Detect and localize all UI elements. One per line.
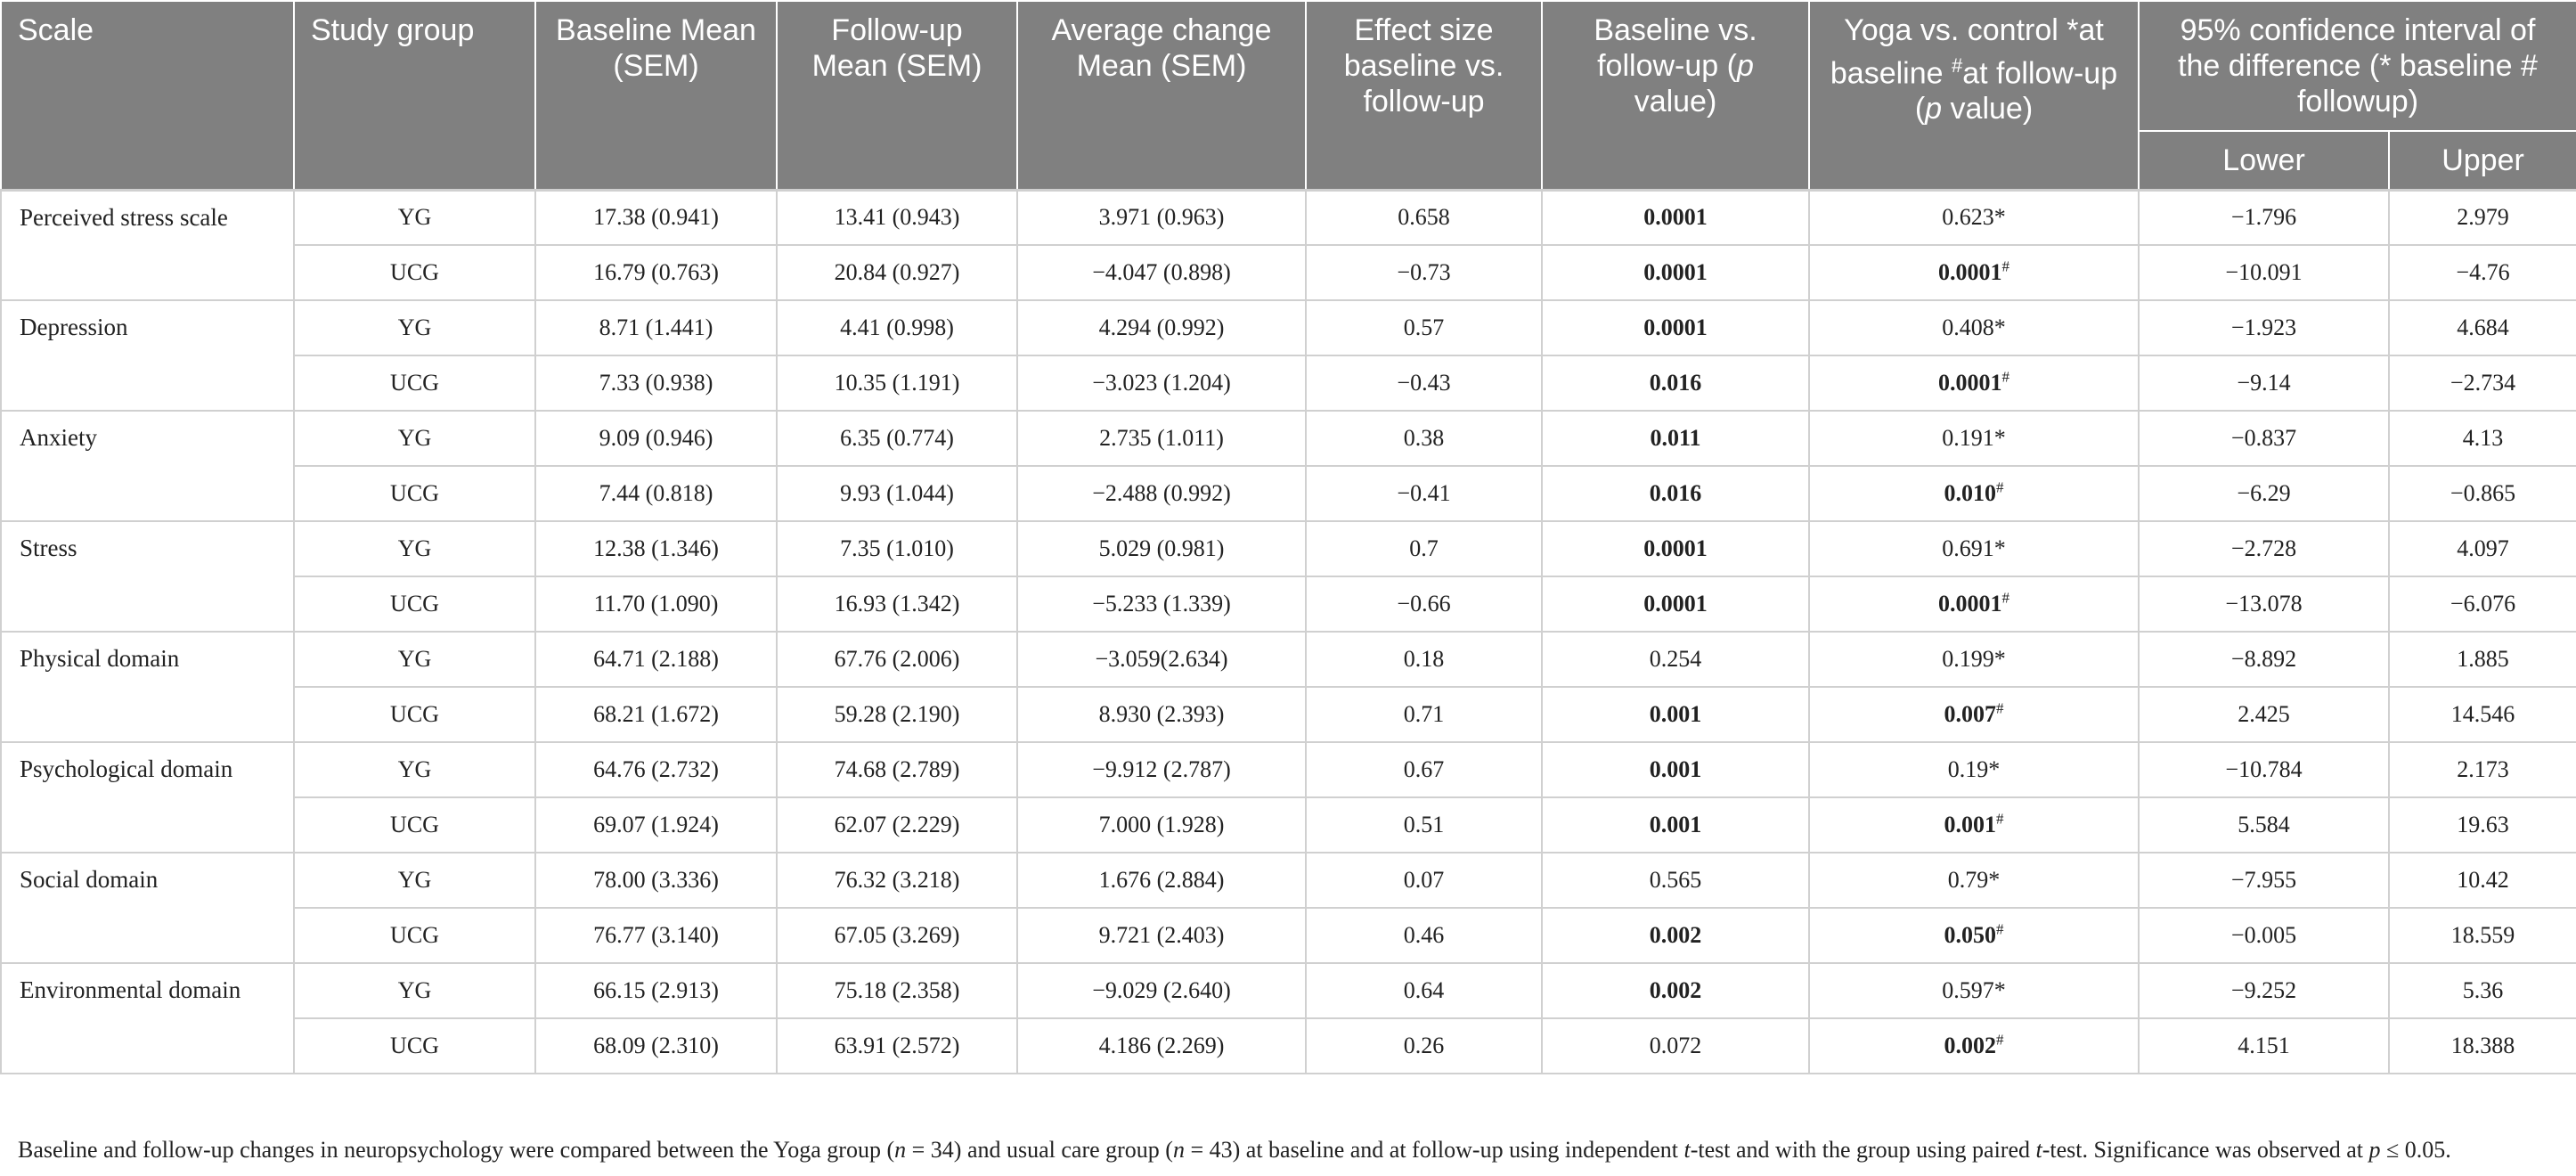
header-ci-lower: Lower xyxy=(2139,131,2389,190)
p-baseline-followup-cell: 0.0001 xyxy=(1542,300,1809,355)
p-baseline-followup-cell: 0.0001 xyxy=(1542,576,1809,632)
header-yvc-text-a: Yoga vs. control *at baseline xyxy=(1830,13,2104,91)
average-change-cell: 3.971 (0.963) xyxy=(1017,190,1306,245)
footnote-p: p xyxy=(2368,1137,2381,1163)
followup-cell: 67.05 (3.269) xyxy=(777,908,1017,963)
p-value-text: 0.010 xyxy=(1944,480,1996,506)
followup-hash-marker: # xyxy=(1996,478,2004,496)
ci-lower-cell: −2.728 xyxy=(2139,521,2389,576)
table-row xyxy=(1,797,2576,853)
followup-cell: 74.68 (2.789) xyxy=(777,742,1017,797)
p-baseline-followup-cell: 0.0001 xyxy=(1542,245,1809,300)
study-group-cell: YG xyxy=(294,963,535,1018)
p-yoga-control-cell xyxy=(1809,687,2139,742)
table-row xyxy=(1,1018,2576,1074)
scale-name-cell: Environmental domain xyxy=(1,963,294,1074)
ci-upper-cell: 5.36 xyxy=(2389,963,2576,1018)
footnote-n1: n xyxy=(894,1137,907,1163)
baseline-cell: 17.38 (0.941) xyxy=(535,190,777,245)
effect-size-cell: −0.66 xyxy=(1306,576,1542,632)
table-row xyxy=(1,908,2576,963)
followup-hash-marker: # xyxy=(1996,699,2004,717)
ci-lower-cell: −9.252 xyxy=(2139,963,2389,1018)
effect-size-cell: 0.51 xyxy=(1306,797,1542,853)
study-group-cell: YG xyxy=(294,190,535,245)
effect-size-cell: 0.7 xyxy=(1306,521,1542,576)
table-row xyxy=(1,963,2576,1018)
ci-lower-cell: −10.091 xyxy=(2139,245,2389,300)
ci-lower-cell: −13.078 xyxy=(2139,576,2389,632)
followup-cell: 67.76 (2.006) xyxy=(777,632,1017,687)
effect-size-cell: 0.67 xyxy=(1306,742,1542,797)
study-group-cell: YG xyxy=(294,742,535,797)
baseline-cell: 9.09 (0.946) xyxy=(535,411,777,466)
header-bvf-text-b: value) xyxy=(1634,85,1717,118)
ci-lower-cell: −0.005 xyxy=(2139,908,2389,963)
table-footnote xyxy=(18,1137,2451,1164)
p-value-text: 0.79* xyxy=(1947,867,2001,893)
average-change-cell: −2.488 (0.992) xyxy=(1017,466,1306,521)
p-value-text: 0.050 xyxy=(1944,922,1996,948)
ci-lower-cell: −1.923 xyxy=(2139,300,2389,355)
p-value-text: 0.001 xyxy=(1944,812,1996,837)
p-value-text: 0.0001 xyxy=(1938,370,2002,396)
baseline-cell: 68.21 (1.672) xyxy=(535,687,777,742)
scale-name-cell: Physical domain xyxy=(1,632,294,742)
p-baseline-followup-cell: 0.001 xyxy=(1542,742,1809,797)
p-yoga-control-cell xyxy=(1809,411,2139,466)
scale-name-cell: Depression xyxy=(1,300,294,411)
p-baseline-followup-cell: 0.001 xyxy=(1542,687,1809,742)
effect-size-cell: 0.18 xyxy=(1306,632,1542,687)
average-change-cell: 4.294 (0.992) xyxy=(1017,300,1306,355)
study-group-cell: YG xyxy=(294,632,535,687)
table-row xyxy=(1,300,2576,355)
ci-upper-cell: 4.13 xyxy=(2389,411,2576,466)
average-change-cell: 7.000 (1.928) xyxy=(1017,797,1306,853)
p-baseline-followup-cell: 0.002 xyxy=(1542,908,1809,963)
scale-name-cell: Social domain xyxy=(1,853,294,963)
followup-hash-marker: # xyxy=(1996,1031,2004,1049)
footnote-text-3: = 43) at baseline and at follow-up using independent xyxy=(1184,1137,1684,1163)
ci-lower-cell: 2.425 xyxy=(2139,687,2389,742)
p-baseline-followup-cell: 0.002 xyxy=(1542,963,1809,1018)
table-row xyxy=(1,190,2576,245)
effect-size-cell: −0.43 xyxy=(1306,355,1542,411)
ci-lower-cell: 5.584 xyxy=(2139,797,2389,853)
average-change-cell: 9.721 (2.403) xyxy=(1017,908,1306,963)
study-group-cell: UCG xyxy=(294,1018,535,1074)
baseline-cell: 69.07 (1.924) xyxy=(535,797,777,853)
header-bvf-p: p xyxy=(1736,49,1754,83)
p-yoga-control-cell xyxy=(1809,576,2139,632)
followup-cell: 6.35 (0.774) xyxy=(777,411,1017,466)
header-yvc-text-b: at follow-up ( xyxy=(1914,56,2118,127)
table-row xyxy=(1,632,2576,687)
ci-upper-cell: 10.42 xyxy=(2389,853,2576,908)
study-group-cell: YG xyxy=(294,300,535,355)
p-baseline-followup-cell: 0.0001 xyxy=(1542,190,1809,245)
followup-hash-marker: # xyxy=(1996,810,2004,828)
followup-cell: 16.93 (1.342) xyxy=(777,576,1017,632)
followup-cell: 20.84 (0.927) xyxy=(777,245,1017,300)
effect-size-cell: −0.41 xyxy=(1306,466,1542,521)
p-yoga-control-cell xyxy=(1809,908,2139,963)
baseline-cell: 64.76 (2.732) xyxy=(535,742,777,797)
table-row xyxy=(1,687,2576,742)
ci-upper-cell: 18.559 xyxy=(2389,908,2576,963)
scale-name-cell: Perceived stress scale xyxy=(1,190,294,300)
p-baseline-followup-cell: 0.0001 xyxy=(1542,521,1809,576)
p-baseline-followup-cell: 0.072 xyxy=(1542,1018,1809,1074)
average-change-cell: 1.676 (2.884) xyxy=(1017,853,1306,908)
study-group-cell: YG xyxy=(294,411,535,466)
average-change-cell: 4.186 (2.269) xyxy=(1017,1018,1306,1074)
average-change-cell: −9.912 (2.787) xyxy=(1017,742,1306,797)
ci-lower-cell: −10.784 xyxy=(2139,742,2389,797)
p-yoga-control-cell xyxy=(1809,300,2139,355)
footnote-t2: t xyxy=(2035,1137,2042,1163)
table-row xyxy=(1,466,2576,521)
p-value-text: 0.0001 xyxy=(1938,259,2002,285)
p-baseline-followup-cell: 0.254 xyxy=(1542,632,1809,687)
p-baseline-followup-cell: 0.016 xyxy=(1542,466,1809,521)
ci-upper-cell: 4.684 xyxy=(2389,300,2576,355)
scale-name-cell: Stress xyxy=(1,521,294,632)
table-row xyxy=(1,576,2576,632)
table-row xyxy=(1,245,2576,300)
header-yvc-hash: # xyxy=(1951,54,1963,77)
ci-lower-cell: −7.955 xyxy=(2139,853,2389,908)
effect-size-cell: 0.38 xyxy=(1306,411,1542,466)
ci-upper-cell: 14.546 xyxy=(2389,687,2576,742)
table-row xyxy=(1,411,2576,466)
p-value-text: 0.191* xyxy=(1942,425,2006,451)
ci-lower-cell: −1.796 xyxy=(2139,190,2389,245)
p-yoga-control-cell xyxy=(1809,853,2139,908)
p-value-text: 0.0001 xyxy=(1938,591,2002,617)
ci-lower-cell: −6.29 xyxy=(2139,466,2389,521)
header-effect-size: Effect size baseline vs. follow-up xyxy=(1306,1,1542,190)
header-baseline-vs-followup xyxy=(1542,1,1809,190)
p-value-text: 0.199* xyxy=(1942,646,2006,672)
ci-upper-cell: −4.76 xyxy=(2389,245,2576,300)
p-baseline-followup-cell: 0.001 xyxy=(1542,797,1809,853)
p-yoga-control-cell xyxy=(1809,190,2139,245)
p-baseline-followup-cell: 0.565 xyxy=(1542,853,1809,908)
p-yoga-control-cell xyxy=(1809,245,2139,300)
study-group-cell: UCG xyxy=(294,466,535,521)
p-value-text: 0.007 xyxy=(1944,701,1996,727)
baseline-cell: 8.71 (1.441) xyxy=(535,300,777,355)
followup-cell: 59.28 (2.190) xyxy=(777,687,1017,742)
baseline-cell: 7.44 (0.818) xyxy=(535,466,777,521)
average-change-cell: 5.029 (0.981) xyxy=(1017,521,1306,576)
p-value-text: 0.408* xyxy=(1942,314,2006,340)
study-group-cell: UCG xyxy=(294,908,535,963)
effect-size-cell: 0.71 xyxy=(1306,687,1542,742)
baseline-cell: 11.70 (1.090) xyxy=(535,576,777,632)
p-yoga-control-cell xyxy=(1809,963,2139,1018)
baseline-cell: 68.09 (2.310) xyxy=(535,1018,777,1074)
footnote-n2: n xyxy=(1172,1137,1185,1163)
p-yoga-control-cell xyxy=(1809,742,2139,797)
header-baseline: Baseline Mean (SEM) xyxy=(535,1,777,190)
followup-cell: 76.32 (3.218) xyxy=(777,853,1017,908)
followup-hash-marker: # xyxy=(2001,589,2009,607)
followup-cell: 63.91 (2.572) xyxy=(777,1018,1017,1074)
followup-cell: 7.35 (1.010) xyxy=(777,521,1017,576)
header-bvf-text-a: Baseline vs. follow-up ( xyxy=(1594,13,1757,83)
p-value-text: 0.19* xyxy=(1947,756,2001,782)
followup-cell: 75.18 (2.358) xyxy=(777,963,1017,1018)
average-change-cell: 2.735 (1.011) xyxy=(1017,411,1306,466)
ci-upper-cell: 18.388 xyxy=(2389,1018,2576,1074)
p-yoga-control-cell xyxy=(1809,632,2139,687)
footnote-text-5: -test. Significance was observed at xyxy=(2042,1137,2369,1163)
effect-size-cell: −0.73 xyxy=(1306,245,1542,300)
baseline-cell: 12.38 (1.346) xyxy=(535,521,777,576)
table-row xyxy=(1,521,2576,576)
p-value-text: 0.597* xyxy=(1942,977,2006,1003)
effect-size-cell: 0.658 xyxy=(1306,190,1542,245)
study-group-cell: UCG xyxy=(294,245,535,300)
baseline-cell: 66.15 (2.913) xyxy=(535,963,777,1018)
followup-hash-marker: # xyxy=(1996,920,2004,938)
scale-name-cell: Psychological domain xyxy=(1,742,294,853)
followup-cell: 13.41 (0.943) xyxy=(777,190,1017,245)
p-value-text: 0.002 xyxy=(1944,1033,1996,1058)
followup-cell: 10.35 (1.191) xyxy=(777,355,1017,411)
study-group-cell: YG xyxy=(294,853,535,908)
scale-name-cell: Anxiety xyxy=(1,411,294,521)
effect-size-cell: 0.26 xyxy=(1306,1018,1542,1074)
table-row xyxy=(1,853,2576,908)
ci-lower-cell: 4.151 xyxy=(2139,1018,2389,1074)
effect-size-cell: 0.64 xyxy=(1306,963,1542,1018)
table-body xyxy=(1,190,2576,1074)
average-change-cell: −5.233 (1.339) xyxy=(1017,576,1306,632)
header-yvc-p: p xyxy=(1925,92,1943,127)
header-ci-upper: Upper xyxy=(2389,131,2576,190)
header-row xyxy=(1,1,2576,131)
ci-lower-cell: −8.892 xyxy=(2139,632,2389,687)
average-change-cell: −4.047 (0.898) xyxy=(1017,245,1306,300)
followup-cell: 62.07 (2.229) xyxy=(777,797,1017,853)
ci-upper-cell: −6.076 xyxy=(2389,576,2576,632)
p-value-text: 0.623* xyxy=(1942,204,2006,231)
followup-hash-marker: # xyxy=(2001,257,2009,275)
baseline-cell: 78.00 (3.336) xyxy=(535,853,777,908)
baseline-cell: 76.77 (3.140) xyxy=(535,908,777,963)
average-change-cell: −9.029 (2.640) xyxy=(1017,963,1306,1018)
ci-upper-cell: 4.097 xyxy=(2389,521,2576,576)
study-group-cell: UCG xyxy=(294,687,535,742)
footnote-text-6: ≤ 0.05. xyxy=(2380,1137,2451,1163)
table-row xyxy=(1,742,2576,797)
effect-size-cell: 0.57 xyxy=(1306,300,1542,355)
ci-lower-cell: −0.837 xyxy=(2139,411,2389,466)
followup-cell: 4.41 (0.998) xyxy=(777,300,1017,355)
header-study-group: Study group xyxy=(294,1,535,190)
study-group-cell: YG xyxy=(294,521,535,576)
average-change-cell: −3.023 (1.204) xyxy=(1017,355,1306,411)
p-yoga-control-cell xyxy=(1809,466,2139,521)
p-value-text: 0.691* xyxy=(1942,535,2006,561)
average-change-cell: −3.059(2.634) xyxy=(1017,632,1306,687)
baseline-cell: 64.71 (2.188) xyxy=(535,632,777,687)
ci-upper-cell: −0.865 xyxy=(2389,466,2576,521)
header-yoga-vs-control xyxy=(1809,1,2139,190)
footnote-t1: t xyxy=(1683,1137,1691,1163)
followup-cell: 9.93 (1.044) xyxy=(777,466,1017,521)
ci-lower-cell: −9.14 xyxy=(2139,355,2389,411)
study-group-cell: UCG xyxy=(294,355,535,411)
baseline-cell: 7.33 (0.938) xyxy=(535,355,777,411)
header-scale: Scale xyxy=(1,1,294,190)
ci-upper-cell: −2.734 xyxy=(2389,355,2576,411)
baseline-cell: 16.79 (0.763) xyxy=(535,245,777,300)
effect-size-cell: 0.07 xyxy=(1306,853,1542,908)
followup-hash-marker: # xyxy=(2001,368,2009,386)
p-baseline-followup-cell: 0.011 xyxy=(1542,411,1809,466)
p-yoga-control-cell xyxy=(1809,1018,2139,1074)
footnote-text-1: Baseline and follow-up changes in neuropsychology were compared between the Yoga group ( xyxy=(18,1137,895,1163)
ci-upper-cell: 2.979 xyxy=(2389,190,2576,245)
ci-upper-cell: 19.63 xyxy=(2389,797,2576,853)
study-group-cell: UCG xyxy=(294,797,535,853)
table-row xyxy=(1,355,2576,411)
header-confidence-interval: 95% confidence interval of the difference (* baseline # followup) xyxy=(2139,1,2576,131)
ci-upper-cell: 1.885 xyxy=(2389,632,2576,687)
header-yvc-text-c: value) xyxy=(1942,92,2034,127)
ci-upper-cell: 2.173 xyxy=(2389,742,2576,797)
header-average-change: Average change Mean (SEM) xyxy=(1017,1,1306,190)
p-yoga-control-cell xyxy=(1809,797,2139,853)
p-baseline-followup-cell: 0.016 xyxy=(1542,355,1809,411)
study-group-cell: UCG xyxy=(294,576,535,632)
average-change-cell: 8.930 (2.393) xyxy=(1017,687,1306,742)
effect-size-cell: 0.46 xyxy=(1306,908,1542,963)
p-yoga-control-cell xyxy=(1809,355,2139,411)
footnote-text-2: = 34) and usual care group ( xyxy=(906,1137,1173,1163)
p-yoga-control-cell xyxy=(1809,521,2139,576)
header-followup: Follow-up Mean (SEM) xyxy=(777,1,1017,190)
footnote-text-4: -test and with the group using paired xyxy=(1690,1137,2036,1163)
